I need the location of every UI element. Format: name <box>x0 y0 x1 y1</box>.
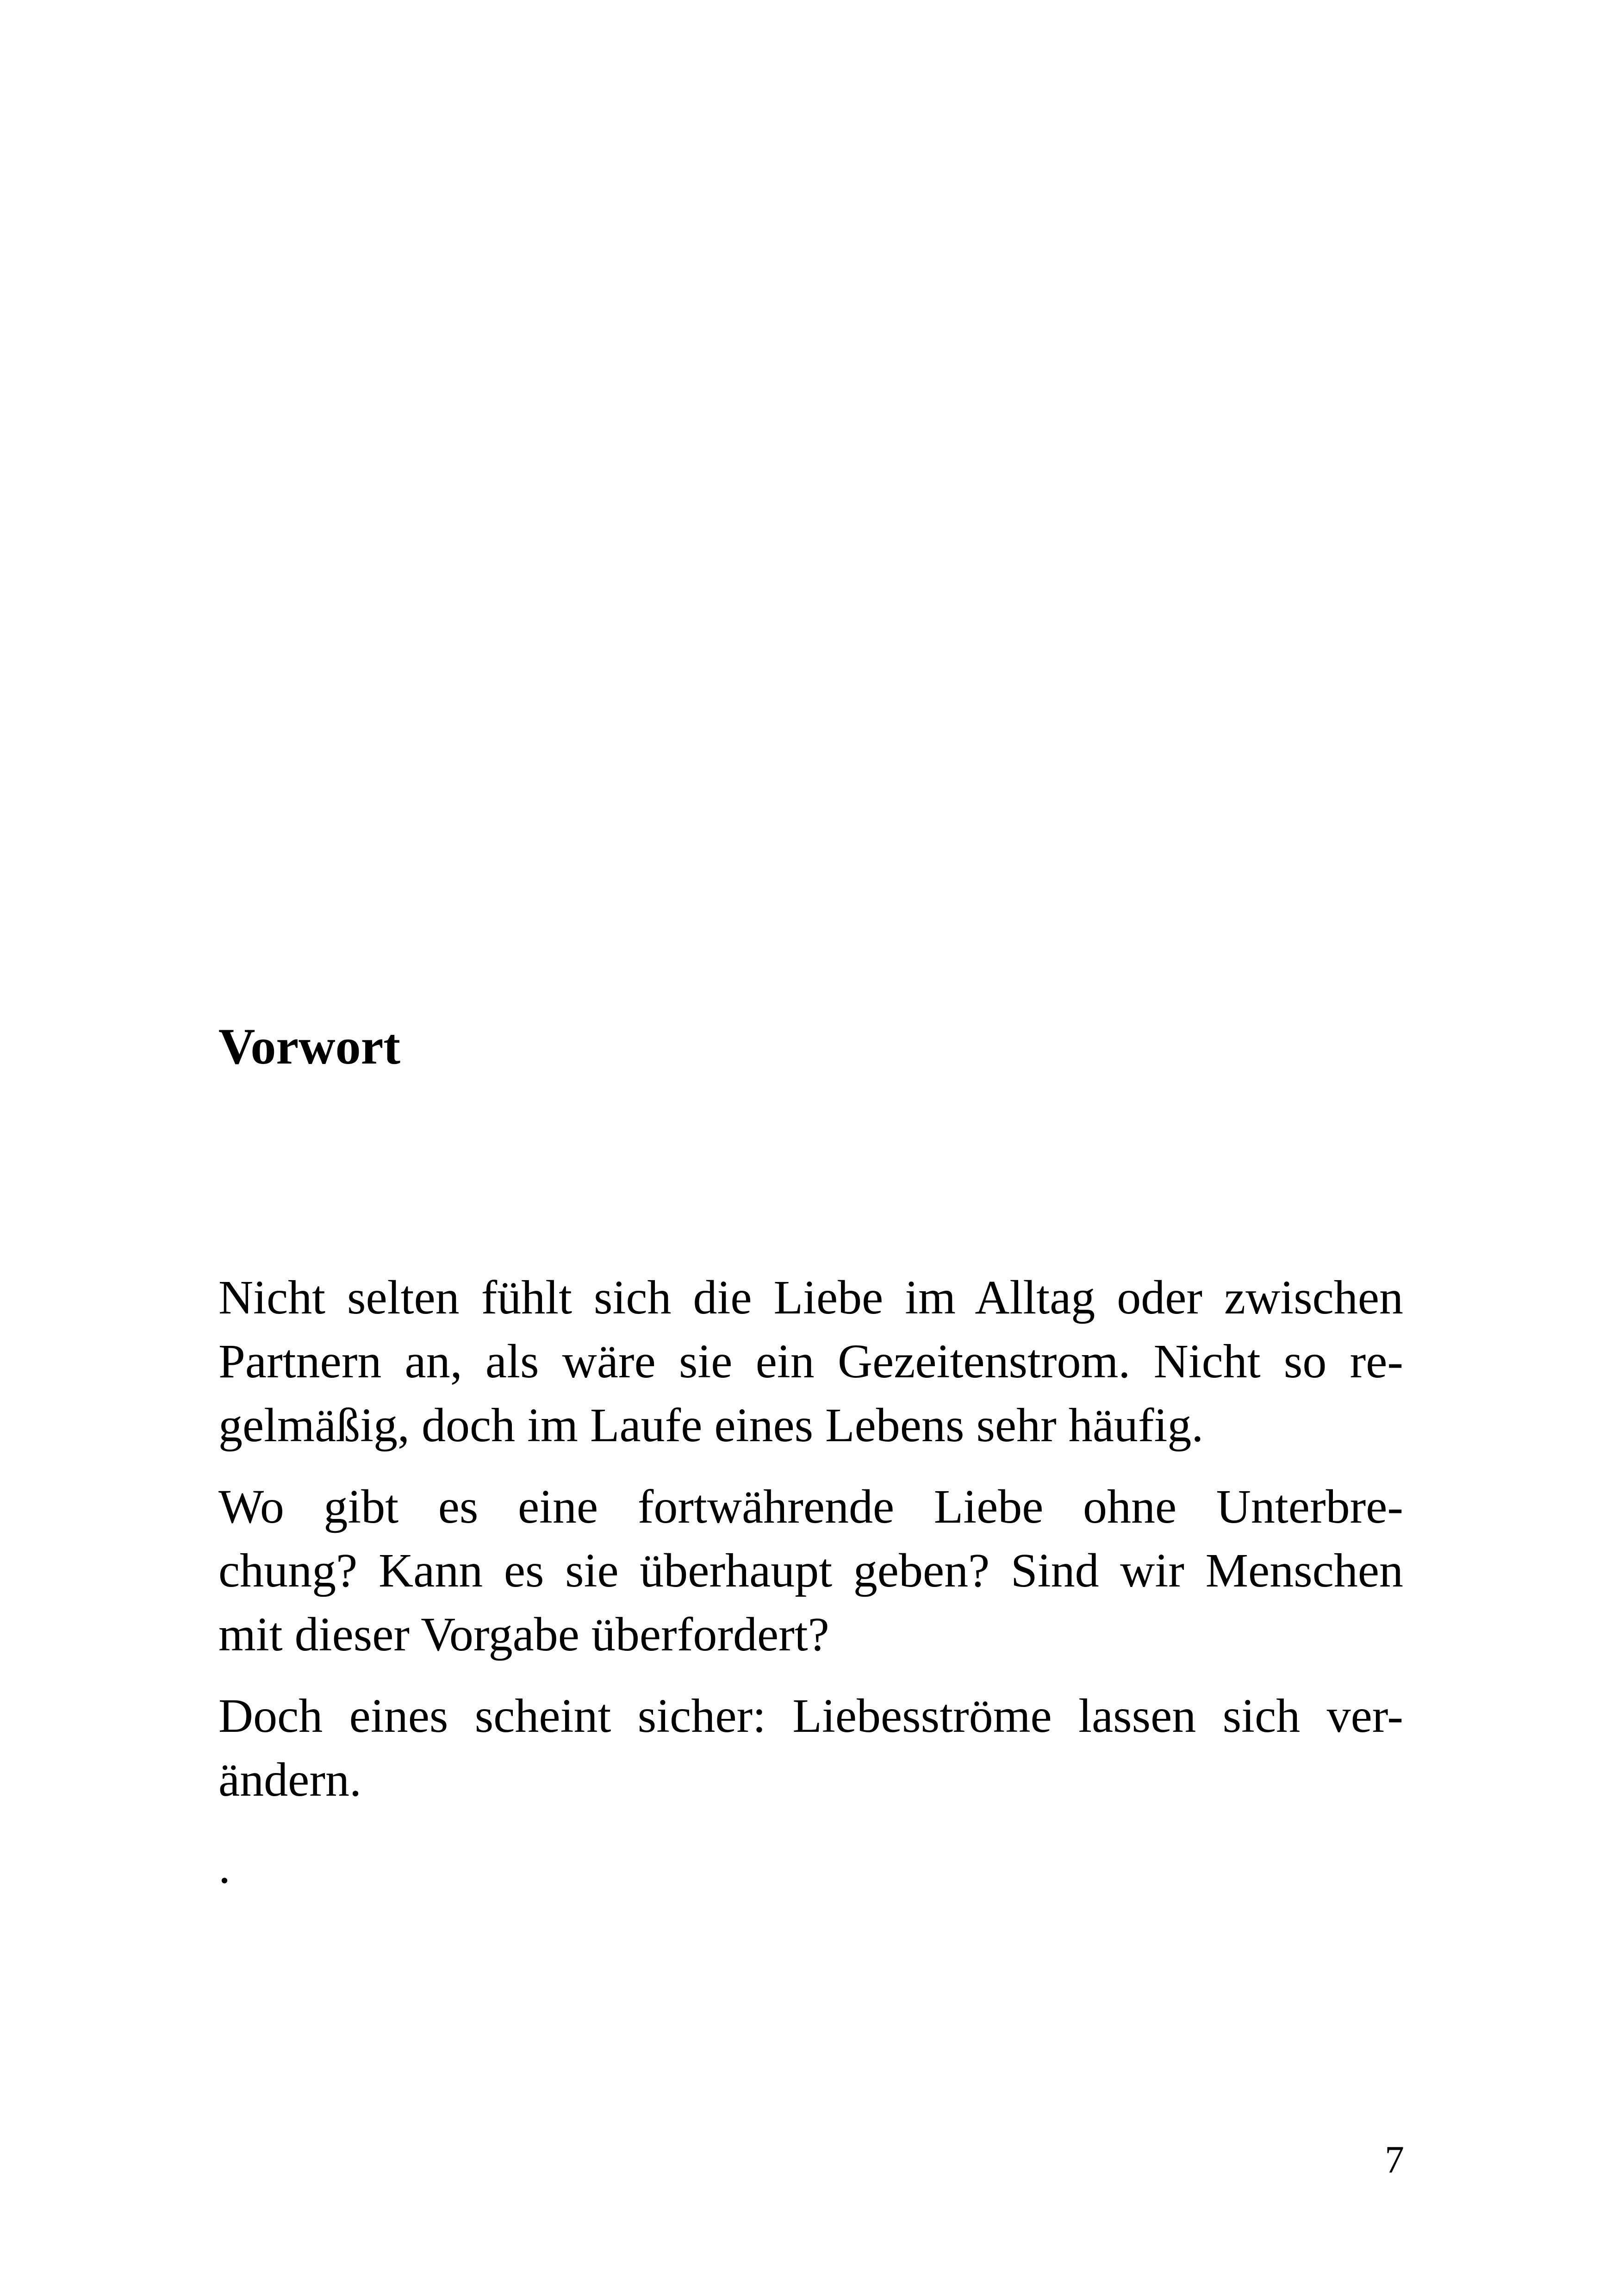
trailing-dot: . <box>218 1840 230 1893</box>
paragraph-2 <box>218 1475 1403 1667</box>
paragraph-line: Doch eines scheint sicher: Liebesströme lassen sich ver- <box>218 1689 1403 1742</box>
paragraph-line: ändern. <box>218 1753 361 1806</box>
paragraph-line: Nicht selten fühlt sich die Liebe im Alltag oder zwischen <box>218 1271 1403 1324</box>
paragraph-line: chung? Kann es sie überhaupt geben? Sind wir Menschen <box>218 1544 1403 1597</box>
page-number: 7 <box>1385 2138 1404 2181</box>
body-text <box>218 1266 1403 1899</box>
paragraph-line: gelmäßig, doch im Laufe eines Lebens sehr häufig. <box>218 1399 1204 1452</box>
paragraph-line: Wo gibt es eine fortwährende Liebe ohne Unterbre- <box>218 1480 1403 1533</box>
paragraph-line: mit dieser Vorgabe überfordert? <box>218 1608 829 1661</box>
paragraph-1 <box>218 1266 1403 1457</box>
paragraph-line: Partnern an, als wäre sie ein Gezeitenstrom. Nicht so re- <box>218 1335 1403 1388</box>
paragraph-3 <box>218 1684 1403 1812</box>
chapter-heading: Vorwort <box>218 1018 401 1075</box>
